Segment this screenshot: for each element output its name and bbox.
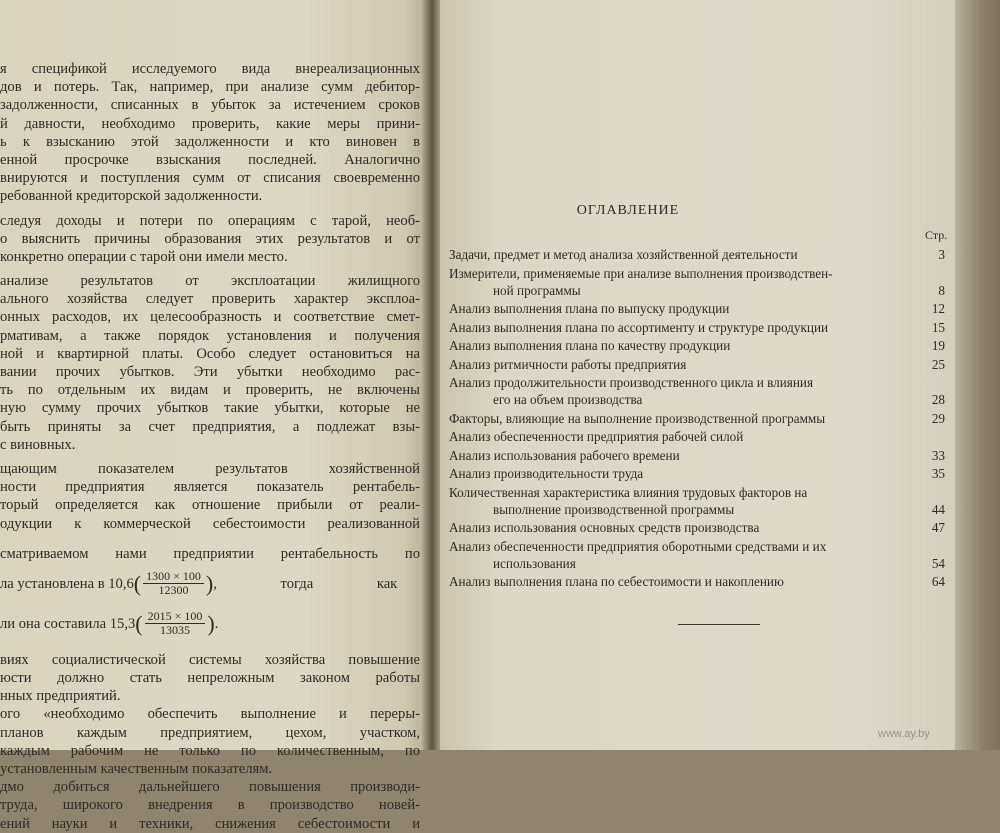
toc-entry-title: Анализ выполнения плана по себестоимости и накоплению xyxy=(449,574,784,589)
watermark: www.ay.by xyxy=(878,728,930,740)
toc-title: ОГЛАВЛЕНИЕ xyxy=(576,203,680,218)
toc-entry-title: Анализ использования рабочего времени xyxy=(449,447,680,463)
book-gutter xyxy=(422,0,442,750)
toc-entry xyxy=(449,356,949,373)
toc-entry xyxy=(449,410,949,427)
toc-entry-page: 15 xyxy=(931,319,945,335)
text-line: енной просрочке взыскания последней. Аналогично xyxy=(0,151,420,168)
toc-entry xyxy=(449,484,949,518)
fraction-numerator: 1300 × 100 xyxy=(143,570,204,584)
text-line: юсти должно стать непреложным законом работы xyxy=(0,670,420,687)
text-line: одукции к коммерческой себестоимости реализованной xyxy=(0,515,420,532)
toc-entry-title: Количественная характеристика влияния трудовых факторов на xyxy=(449,484,808,500)
text-line: виях социалистической системы хозяйства повышение xyxy=(0,651,420,668)
text-line: планов каждым предприятием, цехом, участком, xyxy=(0,724,420,741)
fraction xyxy=(143,570,204,597)
text-line: ть по отдельным их видам и проверить, не включены xyxy=(0,382,420,399)
formula-tail: . xyxy=(214,615,219,632)
text-line: ной и квартирной платы. Особо следует остановиться на xyxy=(0,345,420,362)
text-line: труда, широкого внедрения в производство новей- xyxy=(0,797,420,814)
toc-entry-page: 25 xyxy=(931,356,945,372)
text-line: щающим показателем результатов хозяйственной xyxy=(0,460,420,477)
toc-entry-title: Анализ производительности труда xyxy=(449,466,644,481)
toc-entry-page: 8 xyxy=(938,282,945,298)
toc-entry-title: Задачи, предмет и метод анализа хозяйственной деятельности xyxy=(449,247,798,262)
text-line: ную сумму прочих убытков такие убытки, которые не xyxy=(0,400,420,417)
toc-entry-page: 29 xyxy=(931,410,945,426)
toc-entry-page: 12 xyxy=(931,301,945,316)
toc-entry-title: Анализ обеспеченности предприятия рабочей силой xyxy=(449,429,744,444)
toc-entry xyxy=(449,319,949,336)
toc-entry-title: Анализ выполнения плана по выпуску продукции xyxy=(449,301,730,316)
left-page xyxy=(0,0,425,832)
toc-entry xyxy=(449,573,949,590)
paren: ( xyxy=(133,570,142,596)
toc-entry-title: Анализ выполнения плана по ассортименту и структуре продукции xyxy=(449,319,829,335)
text-line: сматриваемом нами предприятии рентабельность по xyxy=(0,545,420,562)
book-edge xyxy=(955,0,1000,750)
text-line: дмо добиться дальнейшего повышения производи- xyxy=(0,779,420,796)
toc-entry-title: Анализ продолжительности производственного цикла и влияния xyxy=(449,375,814,390)
text-line: задолженности, списанных в убыток за истечением сроков xyxy=(0,97,420,114)
toc-entry xyxy=(449,300,949,317)
toc-entry-continuation: использования xyxy=(493,555,576,571)
text-line: быть приняты за счет предприятия, а подлежат взы- xyxy=(0,418,420,435)
fraction-denominator: 13035 xyxy=(160,623,190,638)
end-rule xyxy=(678,624,760,625)
text-line: ребованной кредиторской задолженности. xyxy=(0,188,263,205)
table-of-contents xyxy=(449,246,949,592)
toc-entry xyxy=(449,465,949,482)
toc-entry xyxy=(449,538,949,572)
toc-entry-page: 28 xyxy=(931,392,945,407)
text-line: вании прочих убытков. Эти убытки необходимо рас- xyxy=(0,364,420,380)
formula-line xyxy=(0,605,420,643)
toc-page-label: Стр. xyxy=(925,228,948,242)
text-line: с виновных. xyxy=(0,436,76,453)
text-line: ений науки и техники, снижения себестоимости и xyxy=(0,815,420,832)
left-page-text xyxy=(0,60,420,833)
toc-entry xyxy=(449,447,949,464)
text-line: о выяснить причины образования этих результатов и от xyxy=(0,230,420,247)
toc-entry-title: Факторы, влияющие на выполнение производственной программы xyxy=(449,410,826,426)
text-line: установленным качественным показателям. xyxy=(0,761,273,777)
toc-entry xyxy=(449,374,949,408)
fraction-numerator: 2015 × 100 xyxy=(145,610,206,624)
paren: ) xyxy=(205,570,214,596)
formula-line xyxy=(0,565,420,603)
text-line: я спецификой исследуемого вида внереализационных xyxy=(0,61,420,77)
toc-entry-page: 19 xyxy=(931,338,945,353)
toc-entry-page: 35 xyxy=(931,466,945,481)
toc-entry-page: 54 xyxy=(931,555,945,571)
toc-entry-page: 3 xyxy=(938,247,945,262)
toc-entry-title: Анализ использования основных средств производства xyxy=(449,520,760,535)
toc-entry-continuation: ной программы xyxy=(493,282,581,298)
toc-entry xyxy=(449,428,949,445)
paren: ( xyxy=(135,610,143,636)
text-line: ь к взысканию этой задолженности и кто виновен в xyxy=(0,133,420,150)
toc-entry xyxy=(449,246,949,263)
formula-lead: ли она составила 15,3 xyxy=(0,615,136,632)
formula-lead: ла установлена в 10,6 xyxy=(0,575,134,592)
toc-entry xyxy=(449,265,949,299)
text-line: конкретно операции с тарой они имели место. xyxy=(0,248,288,265)
toc-entry-title: Измерители, применяемые при анализе выполнения производствен- xyxy=(449,265,833,281)
toc-entry-continuation: его на объем производства xyxy=(493,392,643,407)
toc-entry-page: 33 xyxy=(931,447,945,463)
toc-entry-title: Анализ ритмичности работы предприятия xyxy=(449,356,687,372)
text-line: рмативам, а также порядок установления и получения xyxy=(0,327,420,344)
paren: ) xyxy=(207,610,215,636)
fraction xyxy=(145,610,206,637)
text-line: ального хозяйства следует проверить характер эксплоа- xyxy=(0,291,420,308)
toc-entry-page: 44 xyxy=(931,501,945,517)
fraction-denominator: 12300 xyxy=(158,583,189,598)
toc-entry-title: Анализ выполнения плана по качеству продукции xyxy=(449,338,731,353)
text-line: нных предприятий. xyxy=(0,688,121,705)
text-line: анализе результатов от эксплоатации жилищного xyxy=(0,273,420,290)
formula-tail: , тогда как xyxy=(213,575,398,592)
text-line: ого «необходимо обеспечить выполнение и переры- xyxy=(0,706,420,723)
text-line: следуя доходы и потери по операциям с тарой, необ- xyxy=(0,212,420,229)
text-line: онных расходов, их целесообразность и соответствие смет- xyxy=(0,309,420,326)
toc-entry-page: 47 xyxy=(931,520,945,535)
toc-entry xyxy=(449,519,949,536)
text-line: дов и потерь. Так, например, при анализе сумм дебитор- xyxy=(0,79,420,96)
text-line: торый определяется как отношение прибыли от реали- xyxy=(0,497,420,514)
text-line: внируются и поступления сумм от списания своевременно xyxy=(0,170,420,187)
toc-entry xyxy=(449,337,949,354)
toc-entry-page: 64 xyxy=(931,574,945,589)
text-line: й давности, необходимо проверить, какие меры прини- xyxy=(0,115,420,132)
text-line: ности предприятия является показатель рентабель- xyxy=(0,479,420,496)
toc-entry-title: Анализ обеспеченности предприятия оборотными средствами и их xyxy=(449,538,827,554)
toc-entry-continuation: выполнение производственной программы xyxy=(493,501,735,517)
text-line: каждым рабочим не только по количественным, по xyxy=(0,742,420,759)
